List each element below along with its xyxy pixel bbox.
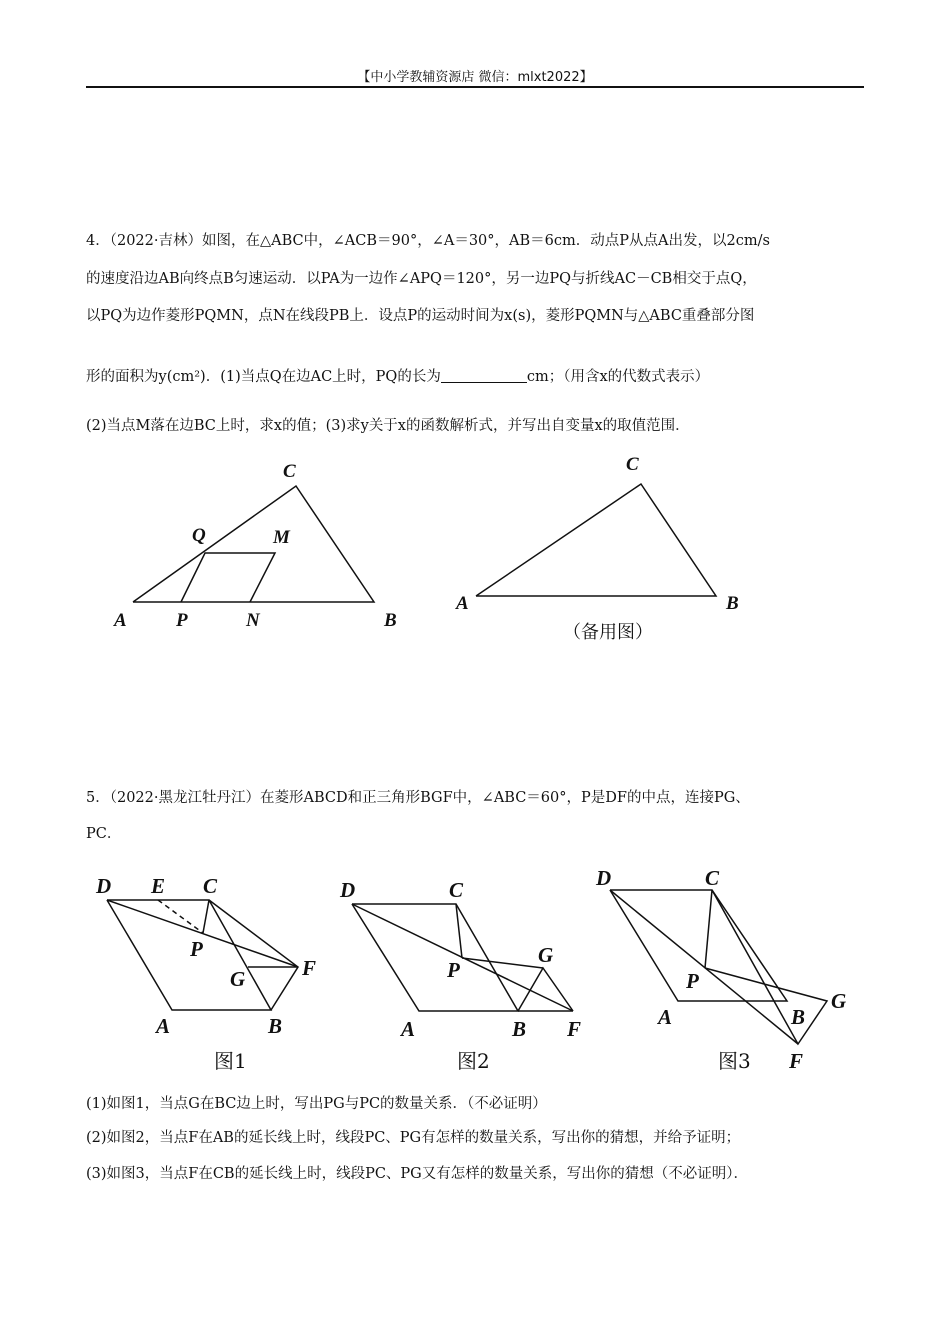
fig4-right-label-B: B (726, 593, 739, 614)
fig4-right-drawing (476, 484, 716, 596)
q4-line-3: 以PQ为边作菱形PQMN，点N在线段PB上．设点P的运动时间为x(s)，菱形PQMN与△ABC重叠部分图 (86, 308, 755, 324)
q5-sub-3: (3)如图3，当点F在CB的延长线上时，线段PC、PG又有怎样的数量关系，写出你的猜想（不必证明）． (86, 1166, 749, 1182)
fig5-3-label-A: A (658, 1005, 673, 1029)
fig4-left-drawing (133, 486, 374, 602)
q4-line-1: 4．（2022·吉林）如图，在△ABC中，∠ACB＝90°，∠A＝30°，AB＝6cm．动点P从点A出发，以2cm/s (86, 233, 770, 249)
fig5-3-caption: 图3 (718, 1049, 751, 1073)
q4-line-4b: cm；（用含x的代数式表示） (526, 369, 710, 385)
fig5-1-label-D: D (96, 874, 112, 898)
fig4-left-label-B: B (384, 610, 397, 631)
fig5-2-label-C: C (449, 878, 464, 902)
q5-sub-2: (2)如图2，当点F在AB的延长线上时，线段PC、PG有怎样的数量关系，写出你的猜想，并给予证明； (86, 1130, 741, 1146)
fig5-2-label-B: B (512, 1017, 527, 1041)
fig5-1-label-B: B (268, 1014, 283, 1038)
fig5-2-label-A: A (401, 1017, 416, 1041)
fig5-2-label-P: P (447, 958, 460, 982)
q5-line-1: 5．（2022·黑龙江牡丹江）在菱形ABCD和正三角形BGF中，∠ABC＝60°，P是DF的中点，连接PG、 (86, 790, 750, 806)
fig5-2-label-G: G (538, 943, 554, 967)
fig4-left-label-M: M (273, 527, 290, 548)
fig4-left-label-Q: Q (192, 525, 206, 546)
fig5-3-label-P: P (686, 969, 699, 993)
fig5-1-label-A: A (156, 1014, 171, 1038)
q5-sub-1: (1)如图1，当点G在BC边上时，写出PG与PC的数量关系．（不必证明） (86, 1096, 547, 1112)
fig5-3-label-F: F (789, 1049, 804, 1073)
q4-line-5: (2)当点M落在边BC上时，求x的值；(3)求y关于x的函数解析式，并写出自变量x的取值范围． (86, 418, 690, 434)
fig5-1-label-G: G (230, 967, 246, 991)
q4-line-2: 的速度沿边AB向终点B匀速运动．以PA为一边作∠APQ＝120°，另一边PQ与折线AC－CB相交于点Q， (86, 271, 757, 287)
fig5-3-label-D: D (596, 866, 612, 890)
fig5-2-label-D: D (340, 878, 356, 902)
fig4-right-caption: （备用图） (563, 622, 653, 643)
fig4-left-label-C: C (283, 461, 296, 482)
fig4-left-label-P: P (176, 610, 188, 631)
q4-line-4a: 形的面积为y(cm²)．(1)当点Q在边AC上时，PQ的长为 (86, 369, 441, 385)
page-header: 【中小学教辅资源店 微信：mlxt2022】 (357, 70, 593, 85)
q5-line-2: PC． (86, 826, 122, 842)
fig4-right-label-A: A (456, 593, 469, 614)
fig5-1-label-F: F (302, 956, 317, 980)
fig5-3-label-C: C (705, 866, 720, 890)
fig5-2-label-F: F (567, 1017, 582, 1041)
fig5-3-label-B: B (791, 1005, 806, 1029)
fig5-3-label-G: G (831, 989, 847, 1013)
fig5-1-caption: 图1 (214, 1049, 247, 1073)
fig5-1-label-P: P (190, 937, 203, 961)
fig5-1-label-C: C (203, 874, 218, 898)
fig4-right-label-C: C (626, 454, 639, 475)
fig5-1-label-E: E (151, 874, 166, 898)
fig5-2-caption: 图2 (457, 1049, 490, 1073)
fig4-left-label-A: A (114, 610, 127, 631)
fig4-left-label-N: N (246, 610, 260, 631)
